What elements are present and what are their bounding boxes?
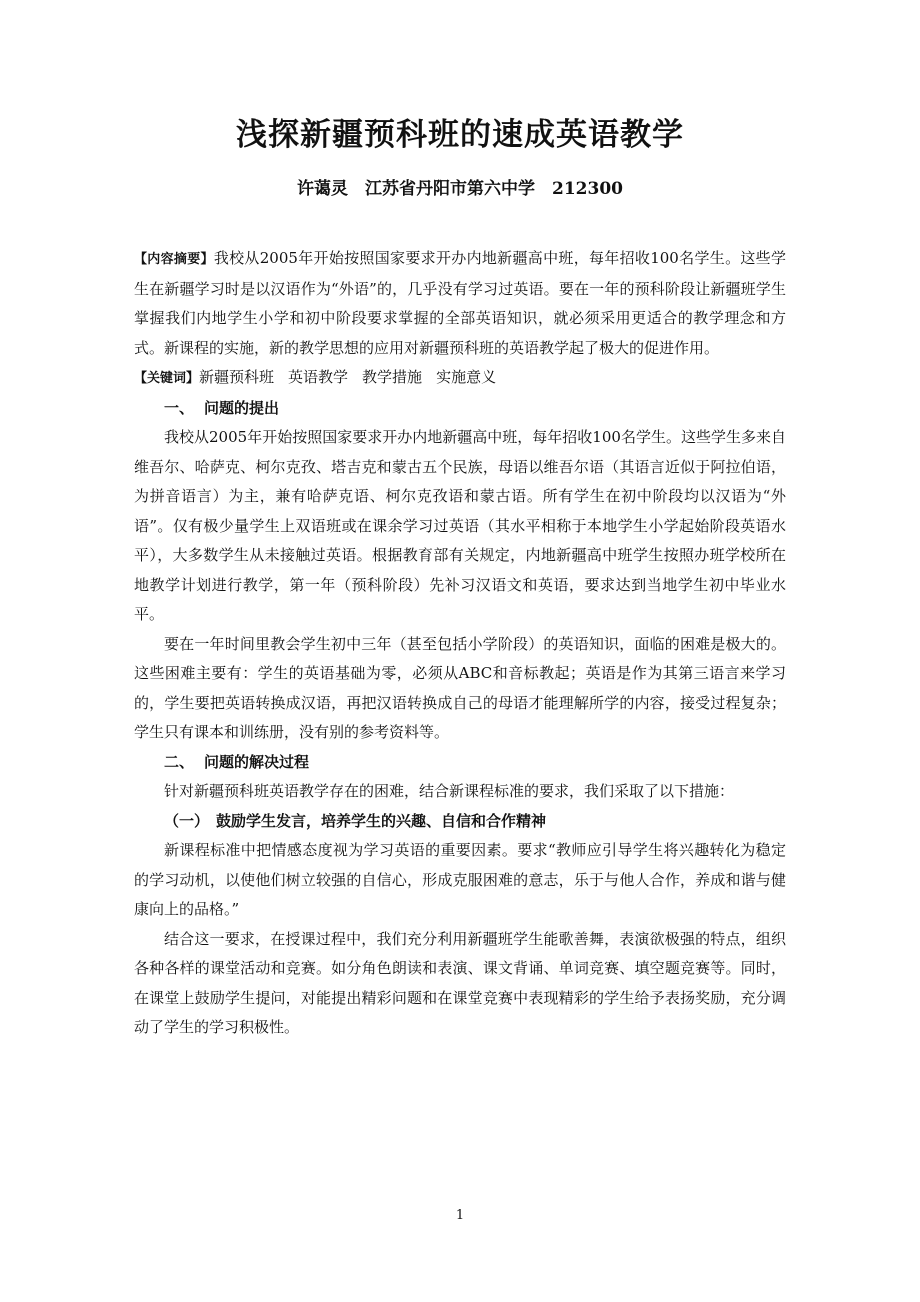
page-number: 1 — [455, 1208, 465, 1223]
keyword: 教学措施 — [362, 368, 423, 386]
keyword: 实施意义 — [436, 368, 497, 386]
section-number: 一、 — [164, 398, 195, 417]
section-title: 问题的提出 — [204, 398, 280, 417]
document-body — [134, 112, 786, 1043]
keywords — [134, 363, 786, 394]
abstract — [134, 244, 786, 363]
document-title: 浅探新疆预科班的速成英语教学 — [236, 117, 684, 153]
section-heading — [134, 394, 786, 424]
abstract-tag: 【内容摘要】 — [134, 252, 214, 267]
section-heading — [134, 748, 786, 778]
paragraph: 我校从2005年开始按照国家要求开办内地新疆高中班，每年招收100名学生。这些学生多来自维吾尔、哈萨克、柯尔克孜、塔吉克和蒙古五个民族，母语以维吾尔语（其语言近似于阿拉伯语，为拼音语言）为主，兼有哈萨克语、柯尔克孜语和蒙古语。所有学生在初中阶段均以汉语为“外语”。仅有极少量学生上双语班或在课余学习过英语（其水平相称于本地学生小学起始阶段英语水平），大多数学生从未接触过英语。根据教育部有关规定，内地新疆高中班学生按照办班学校所在地教学计划进行教学，第一年（预科阶段）先补习汉语文和英语，要求达到当地学生初中毕业水平。 — [134, 428, 786, 623]
paragraph: 结合这一要求，在授课过程中，我们充分利用新疆班学生能歌善舞，表演欲极强的特点，组织各种各样的课堂活动和竞赛。如分角色朗读和表演、课文背诵、单词竞赛、填空题竞赛等。同时，在课堂上鼓励学生提问，对能提出精彩问题和在课堂竞赛中表现精彩的学生给予表扬奖励，充分调动了学生的学习积极性。 — [134, 929, 786, 1036]
subsection-number: （一） — [164, 811, 210, 830]
keyword: 英语教学 — [288, 368, 349, 386]
subsection-heading — [134, 807, 786, 837]
subsection-title: 鼓励学生发言，培养学生的兴趣、自信和合作精神 — [216, 811, 547, 830]
author-byline: 许蔼灵 江苏省丹阳市第六中学 212300 — [297, 179, 623, 199]
section-number: 二、 — [164, 752, 195, 771]
paragraph: 新课程标准中把情感态度视为学习英语的重要因素。要求“教师应引导学生将兴趣转化为稳定的学习动机，以使他们树立较强的自信心，形成克服困难的意志，乐于与他人合作，养成和谐与健康向上的品格。” — [134, 841, 786, 918]
section-title: 问题的解决过程 — [204, 752, 310, 771]
abstract-text: 我校从2005年开始按照国家要求开办内地新疆高中班，每年招收100名学生。这些学生在新疆学习时是以汉语作为“外语”的，几乎没有学习过英语。要在一年的预科阶段让新疆班学生掌握我们内地学生小学和初中阶段要求掌握的全部英语知识，就必须采用更适合的教学理念和方式。新课程的实施，新的教学思想的应用对新疆预科班的英语教学起了极大的促进作用。 — [134, 249, 786, 357]
paragraph: 要在一年时间里教会学生初中三年（甚至包括小学阶段）的英语知识，面临的困难是极大的。这些困难主要有：学生的英语基础为零，必须从ABC和音标教起；英语是作为其第三语言来学习的，学生要把英语转换成汉语，再把汉语转换成自己的母语才能理解所学的内容，接受过程复杂；学生只有课本和训练册，没有别的参考资料等。 — [134, 634, 786, 741]
keywords-tag: 【关键词】 — [134, 371, 200, 386]
keyword: 新疆预科班 — [199, 368, 275, 386]
paragraph: 针对新疆预科班英语教学存在的困难，结合新课程标准的要求，我们采取了以下措施： — [164, 782, 735, 800]
